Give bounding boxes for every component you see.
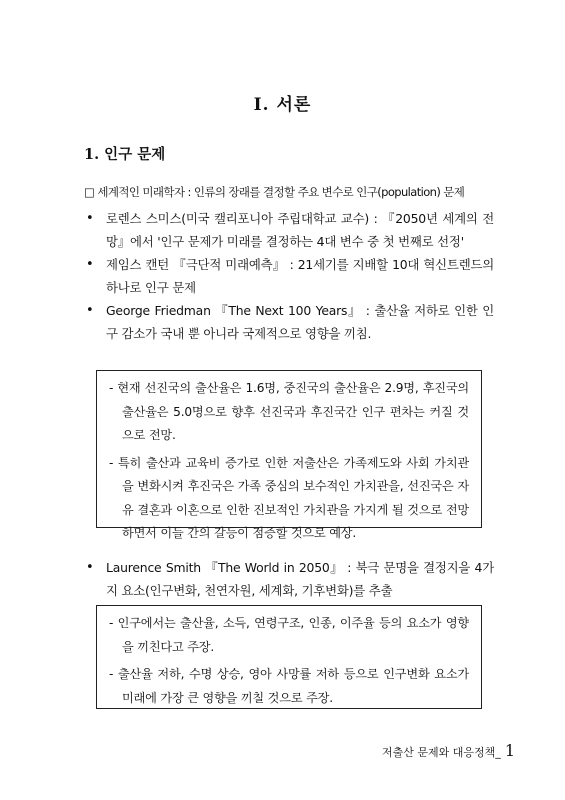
bullet-item: • Laurence Smith 『The World in 2050』 : 북극 문명을 결정지을 4가지 요소(인구변화, 천연자원, 세계화, 기후변화)를 추출 bbox=[84, 556, 494, 602]
box-paragraph: - 인구에서는 출산율, 소득, 연령구조, 인종, 이주율 등의 요소가 영향을 끼친다고 주장. bbox=[109, 616, 469, 654]
bullet-item: • 제임스 캔턴 『극단적 미래예측』 : 21세기를 지배할 10대 혁신트렌드의 하나로 인구 문제 bbox=[84, 253, 494, 299]
box-paragraph: - 현재 선진국의 출산율은 1.6명, 중진국의 출산율은 2.9명, 후진국의 출산율은 5.0명으로 향후 선진국과 후진국간 인구 편차는 커질 것으로 전망. bbox=[109, 381, 469, 442]
bullet-list-top bbox=[84, 207, 494, 345]
detail-box-2 bbox=[96, 605, 482, 709]
bullet-item: • 로렌스 스미스(미국 캘리포니아 주립대학교 교수) : 『2050년 세계의 전망』에서 '인구 문제가 미래를 결정하는 4대 변수 중 첫 번째로 선정' bbox=[84, 207, 494, 253]
chapter-heading: I. 서론 bbox=[253, 95, 312, 115]
page-footer bbox=[382, 741, 515, 760]
box-paragraph: - 특히 출산과 교육비 증가로 인한 저출산은 가족제도와 사회 가치관을 변화시켜 후진국은 가족 중심의 보수적인 가치관을, 선진국은 자유 결혼과 이혼으로 인한 진보적인 가치관을 가지게 될 것으로 전망하면서 이들 간의 갈등이 점증할 것으로 예상. bbox=[109, 455, 469, 540]
section-heading: 1. 인구 문제 bbox=[84, 146, 166, 163]
bullet-list-bottom bbox=[84, 556, 494, 602]
intro-line: □ 세계적인 미래학자 : 인류의 장래를 결정할 주요 변수로 인구(population) 문제 bbox=[84, 185, 465, 199]
bullet-item: • George Friedman 『The Next 100 Years』 : 출산율 저하로 인한 인구 감소가 국내 뿐 아니라 국제적으로 영향을 끼침. bbox=[84, 299, 494, 345]
page-number: 1 bbox=[504, 741, 515, 760]
detail-box-1 bbox=[96, 370, 482, 540]
footer-title: 저출산 문제와 대응정책_ bbox=[382, 746, 501, 759]
box-paragraph: - 출산율 저하, 수명 상승, 영아 사망률 저하 등으로 인구변화 요소가 미래에 가장 큰 영향을 끼칠 것으로 주장. bbox=[109, 667, 469, 705]
